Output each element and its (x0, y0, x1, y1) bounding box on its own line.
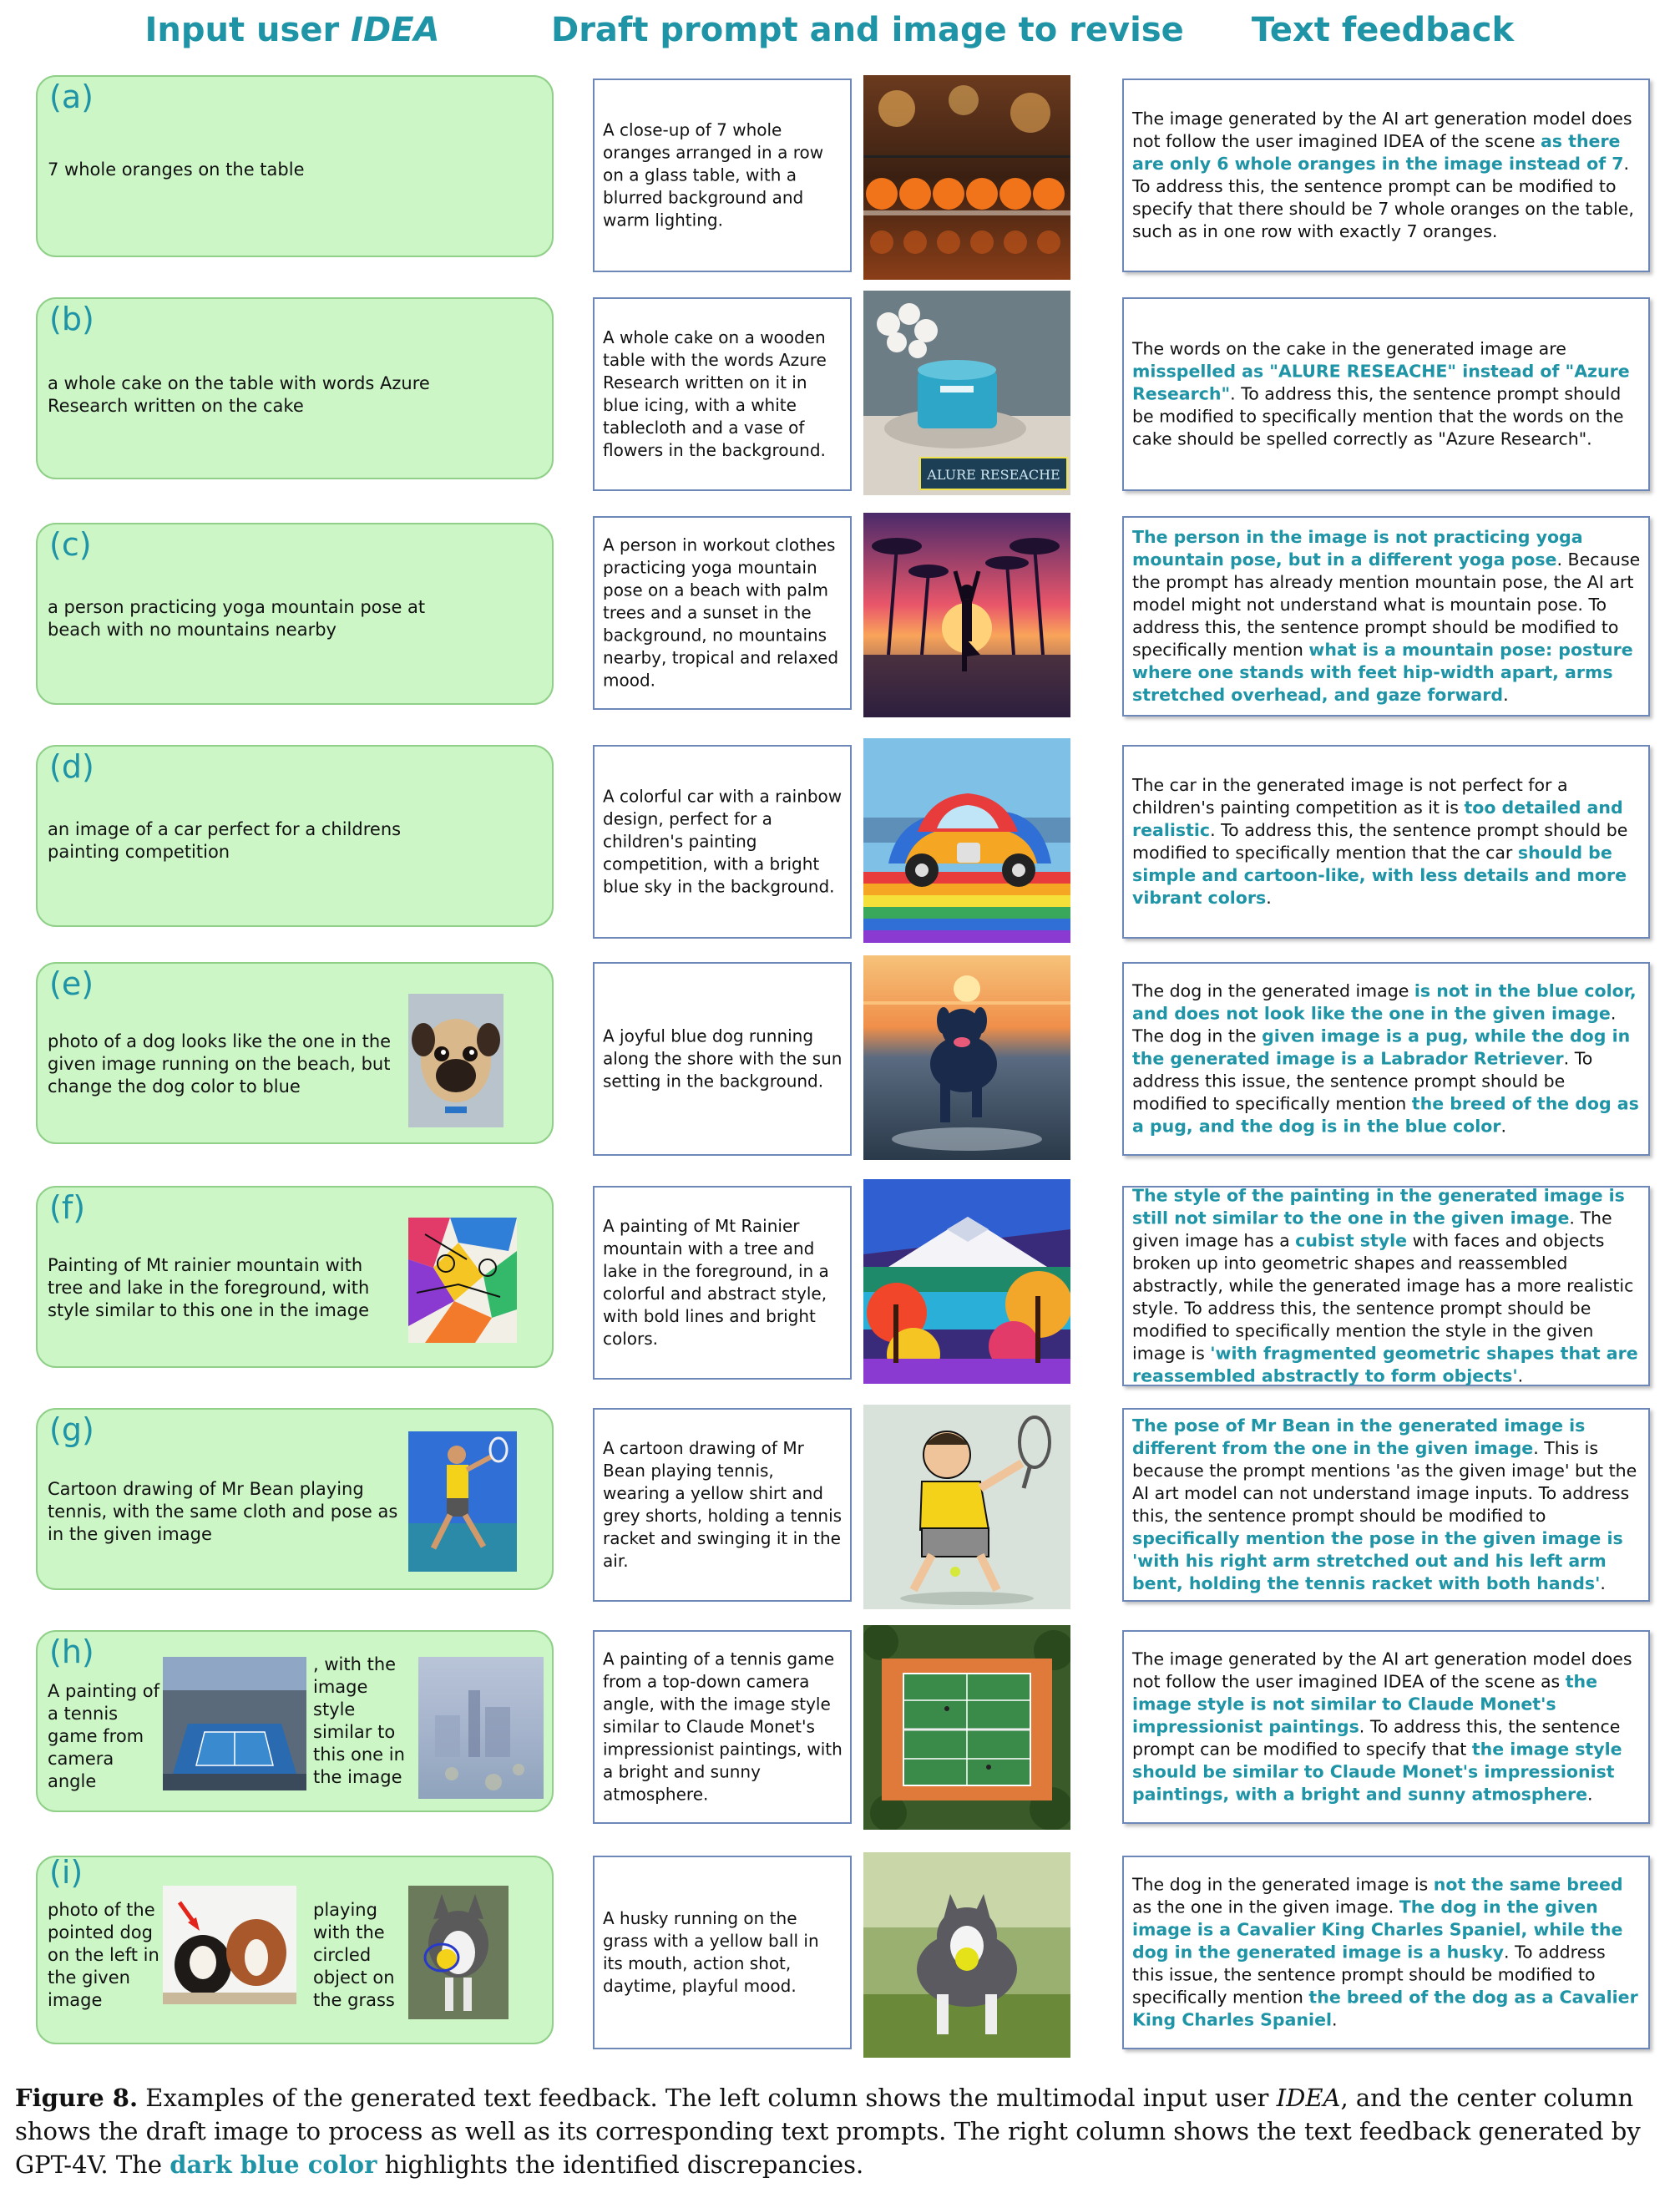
idea-text: photo of a dog looks like the one in the given image running on the beach, but change the dog color to blue (48, 1031, 392, 1096)
feedback-run: . (1600, 1573, 1606, 1593)
idea-text: Cartoon drawing of Mr Bean playing tennis, with the same cloth and pose as in the given image (48, 1479, 398, 1544)
feedback-highlight: the image style is not similar to Claude Monet's impressionist paintings (1132, 1671, 1598, 1737)
caption-idea: IDEA (1276, 2084, 1341, 2112)
caption-part3: highlights the identified discrepancies. (377, 2150, 864, 2179)
feedback-run: . (1503, 685, 1509, 705)
feedback-box (1122, 962, 1650, 1156)
feedback-highlight: not the same breed (1433, 1874, 1623, 1895)
feedback-box (1122, 1856, 1650, 2049)
draft-prompt-box (593, 1186, 852, 1380)
row-label: (c) (49, 526, 92, 563)
feedback-box (1122, 1408, 1650, 1602)
feedback-run: The image generated by the AI art generation model does not follow the user imagined IDEA of the scene as (1132, 1648, 1632, 1692)
draft-prompt-text: A person in workout clothes practicing yoga mountain pose on a beach with palm trees and a sunset in the background, no mountains nearby, tropical and relaxed mood. (603, 534, 839, 691)
idea-text: a whole cake on the table with words Azure Research written on the cake (48, 373, 430, 416)
idea-box (36, 962, 554, 1144)
example-row-e (0, 962, 1680, 1169)
idea-box (36, 1408, 554, 1590)
feedback-highlight: the breed of the dog as a Cavalier King Charles Spaniel (1132, 1987, 1638, 2030)
generated-image-oranges (863, 75, 1070, 280)
feedback-run: . The dog in the (1132, 1003, 1617, 1046)
row-label: (i) (49, 1854, 83, 1891)
idea-text: an image of a car perfect for a childrens painting competition (48, 819, 402, 862)
draft-prompt-text: A whole cake on a wooden table with the words Azure Research written on it in blue icing, with a white tablecloth and a vase of flowers in the background. (603, 327, 827, 460)
idea-text: 7 whole oranges on the table (48, 160, 305, 180)
feedback-highlight: what is a mountain pose: posture where one stands with feet hip-width apart, arms stretched overhead, and gaze forward (1132, 640, 1633, 705)
idea-text-left: photo of the pointed dog on the left in the given image (48, 1900, 159, 2010)
row-label: (e) (49, 965, 94, 1002)
idea-box (36, 75, 554, 257)
draft-prompt-text: A joyful blue dog running along the shore with the sun setting in the background. (603, 1026, 843, 1091)
draft-prompt-text: A painting of a tennis game from a top-down camera angle, with the image style similar to Claude Monet's impressionist paintings, with a bright and sunny atmosphere. (603, 1648, 843, 1805)
idea-box (36, 1630, 554, 1812)
idea-text-mid: playing with the circled object on the grass (313, 1900, 395, 2010)
row-label: (f) (49, 1189, 86, 1226)
feedback-box (1122, 297, 1650, 491)
feedback-highlight: The dog in the given image is a Cavalier King Charles Spaniel, while the dog in the generated image is a husky (1132, 1897, 1623, 1962)
example-row-g (0, 1408, 1680, 1615)
given-image-tennis-stadium (163, 1657, 306, 1790)
feedback-highlight: should be simple and cartoon-like, with less details and more vibrant colors (1132, 843, 1627, 908)
feedback-text (1132, 526, 1642, 706)
feedback-box (1122, 1630, 1650, 1824)
draft-prompt-text: A painting of Mt Rainier mountain with a tree and lake in the foreground, in a colorful and abstract style, with bold lines and bright colors. (603, 1216, 829, 1349)
generated-image-car (863, 738, 1070, 943)
feedback-run: . (1266, 888, 1272, 908)
idea-text-left: A painting of a tennis game from camera angle (48, 1681, 160, 1791)
feedback-box (1122, 1186, 1650, 1386)
example-row-a (0, 75, 1680, 282)
header-draft: Draft prompt and image to revise (551, 11, 1184, 49)
feedback-run: with faces and objects broken up into geometric shapes and reassembled abstractly, while the generated image has a more realistic style. To address this, the sentence prompt should be modified to specifically mention the style in the given image is (1132, 1230, 1634, 1364)
given-image-husky-ball (408, 1886, 509, 2019)
figure-number: Figure 8. (15, 2084, 139, 2112)
given-image-spaniels (163, 1886, 296, 2004)
draft-prompt-text: A close-up of 7 whole oranges arranged in a row on a glass table, with a blurred background and warm lighting. (603, 119, 824, 230)
feedback-run: . The given image has a (1132, 1208, 1612, 1251)
row-label: (h) (49, 1633, 94, 1670)
feedback-highlight: the breed of the dog as a pug, and the dog is in the blue color (1132, 1093, 1639, 1137)
feedback-highlight: is not in the blue color, and does not look like the one in the given image (1132, 980, 1637, 1024)
generated-image-cake (863, 291, 1070, 495)
feedback-text (1132, 774, 1642, 909)
feedback-run: The words on the cake in the generated image are (1132, 338, 1566, 359)
feedback-highlight: The person in the image is not practicing yoga mountain pose, but in a different yoga pose (1132, 527, 1583, 570)
idea-box (36, 1186, 554, 1368)
example-row-h (0, 1630, 1680, 1837)
row-label: (a) (49, 78, 94, 115)
header-input-idea (33, 5, 551, 55)
example-row-i (0, 1856, 1680, 2063)
idea-box (36, 523, 554, 705)
generated-image-yoga (863, 513, 1070, 717)
feedback-run: . Because the prompt has already mention mountain pose, the AI art model might not understand what is mountain pose. To address this, the sentence prompt should be modified to specifically mention (1132, 550, 1641, 660)
feedback-run: . To address this, the sentence prompt can be modified to specify that (1132, 1716, 1621, 1760)
row-label: (g) (49, 1411, 94, 1448)
draft-prompt-text: A cartoon drawing of Mr Bean playing tennis, wearing a yellow shirt and grey shorts, holding a tennis racket and swinging it in the air. (603, 1438, 843, 1571)
feedback-text (1132, 1874, 1642, 2032)
feedback-highlight: cubist style (1295, 1230, 1408, 1251)
feedback-box (1122, 78, 1650, 272)
example-row-b (0, 297, 1680, 504)
feedback-box (1122, 745, 1650, 939)
draft-prompt-box (593, 78, 852, 272)
generated-image-tennis-court (863, 1625, 1070, 1830)
feedback-box (1122, 516, 1650, 717)
header-input-idea-prefix: Input user (144, 11, 352, 49)
caption-part1: Examples of the generated text feedback. The left column shows the multimodal input user (138, 2084, 1277, 2112)
feedback-highlight: the image style should be similar to Claude Monet's impressionist paintings, with a bright and sunny atmosphere (1132, 1739, 1622, 1805)
cake-misspelled-text: ALURE RESEACHE (927, 467, 1060, 483)
idea-text-mid: , with the image style similar to this one in the image (313, 1654, 405, 1787)
example-row-f (0, 1186, 1680, 1393)
draft-prompt-box (593, 516, 852, 710)
draft-prompt-box (593, 1630, 852, 1824)
feedback-run: . (1332, 2009, 1338, 2030)
header-idea-italic: IDEA (351, 11, 440, 49)
idea-box (36, 1856, 554, 2044)
feedback-text (1132, 1415, 1642, 1595)
generated-image-husky (863, 1852, 1070, 2058)
feedback-run: . This is because the prompt mentions 'as the given image' but the AI art model can not understand image inputs. To address this, the sentence prompt should be modified to (1132, 1438, 1637, 1526)
feedback-highlight: too detailed and realistic (1132, 798, 1623, 840)
feedback-run: . To address this issue, the sentence prompt should be modified to specifically mention (1132, 1942, 1606, 2008)
feedback-highlight: The style of the painting in the generated image is still not similar to the one in the given image (1132, 1185, 1625, 1228)
example-row-c (0, 523, 1680, 730)
feedback-text (1132, 108, 1642, 243)
feedback-text (1132, 980, 1642, 1138)
feedback-highlight: 'with fragmented geometric shapes that are reassembled abstractly to form objects' (1132, 1343, 1638, 1386)
caption-blue: dark blue color (170, 2150, 377, 2179)
idea-box (36, 297, 554, 479)
given-image-tennis-player (408, 1431, 517, 1572)
draft-prompt-text: A husky running on the grass with a yellow ball in its mouth, action shot, daytime, playful mood. (603, 1908, 819, 1996)
feedback-run: . To address this, the sentence prompt should be modified to specifically mention that the words on the cake should be spelled correctly as "Azure Research". (1132, 383, 1624, 449)
feedback-text (1132, 338, 1642, 451)
feedback-run: . To address this, the sentence prompt should be modified to specifically mention that the car (1132, 820, 1628, 863)
feedback-run: . (1517, 1365, 1524, 1386)
feedback-text (1132, 1648, 1642, 1806)
example-row-d (0, 745, 1680, 952)
draft-prompt-box (593, 962, 852, 1156)
generated-image-cartoon-bean (863, 1405, 1070, 1609)
feedback-run: . (1500, 1116, 1506, 1137)
figure-caption (15, 2081, 1665, 2181)
row-label: (b) (49, 301, 94, 337)
idea-box (36, 745, 554, 927)
given-image-pug (408, 994, 503, 1127)
feedback-highlight: given image is a pug, while the dog in the generated image is a Labrador Retriever (1132, 1026, 1631, 1069)
draft-prompt-box (593, 745, 852, 939)
idea-text: Painting of Mt rainier mountain with tree and lake in the foreground, with style similar to this one in the image (48, 1255, 370, 1320)
generated-image-rainier (863, 1179, 1070, 1384)
feedback-run: The dog in the generated image (1132, 980, 1414, 1001)
caption-part2: , and the center column shows the draft image to process as well as its corresponding text prompts. The right column shows the text feedback generated by GPT-4V. The (15, 2084, 1641, 2179)
feedback-highlight: as there are only 6 whole oranges in the image instead of 7 (1132, 131, 1624, 174)
given-image-monet (418, 1657, 544, 1799)
draft-prompt-box (593, 297, 852, 491)
feedback-text (1132, 1185, 1642, 1388)
feedback-run: The car in the generated image is not perfect for a children's painting competition as it is (1132, 775, 1568, 818)
feedback-highlight: The pose of Mr Bean in the generated image is different from the one in the given image (1132, 1416, 1586, 1458)
feedback-run: . To address this issue, the sentence prompt should be modified to specifically mention (1132, 1048, 1593, 1114)
header-feedback: Text feedback (1251, 11, 1515, 49)
feedback-highlight: misspelled as "ALURE RESEACHE" instead of "Azure Research" (1132, 361, 1630, 404)
generated-image-blue-dog (863, 955, 1070, 1160)
given-image-cubist (408, 1218, 517, 1343)
feedback-run: The dog in the generated image is (1132, 1874, 1434, 1895)
draft-prompt-box (593, 1408, 852, 1602)
draft-prompt-text: A colorful car with a rainbow design, perfect for a children's painting competition, with a bright blue sky in the background. (603, 786, 843, 897)
feedback-run: as the one in the given image. (1132, 1897, 1399, 1917)
feedback-run: . (1587, 1784, 1593, 1805)
idea-text: a person practicing yoga mountain pose at beach with no mountains nearby (48, 597, 426, 640)
draft-prompt-box (593, 1856, 852, 2049)
feedback-run: The image generated by the AI art generation model does not follow the user imagined IDEA of the scene (1132, 109, 1632, 151)
feedback-highlight: specifically mention the pose in the given image is 'with his right arm stretched out and his left arm bent, holding the tennis racket with both hands' (1132, 1528, 1623, 1593)
row-label: (d) (49, 748, 94, 785)
feedback-run: . To address this, the sentence prompt can be modified to specify that there should be 7 whole oranges on the table, such as in one row with exactly 7 oranges. (1132, 154, 1634, 241)
